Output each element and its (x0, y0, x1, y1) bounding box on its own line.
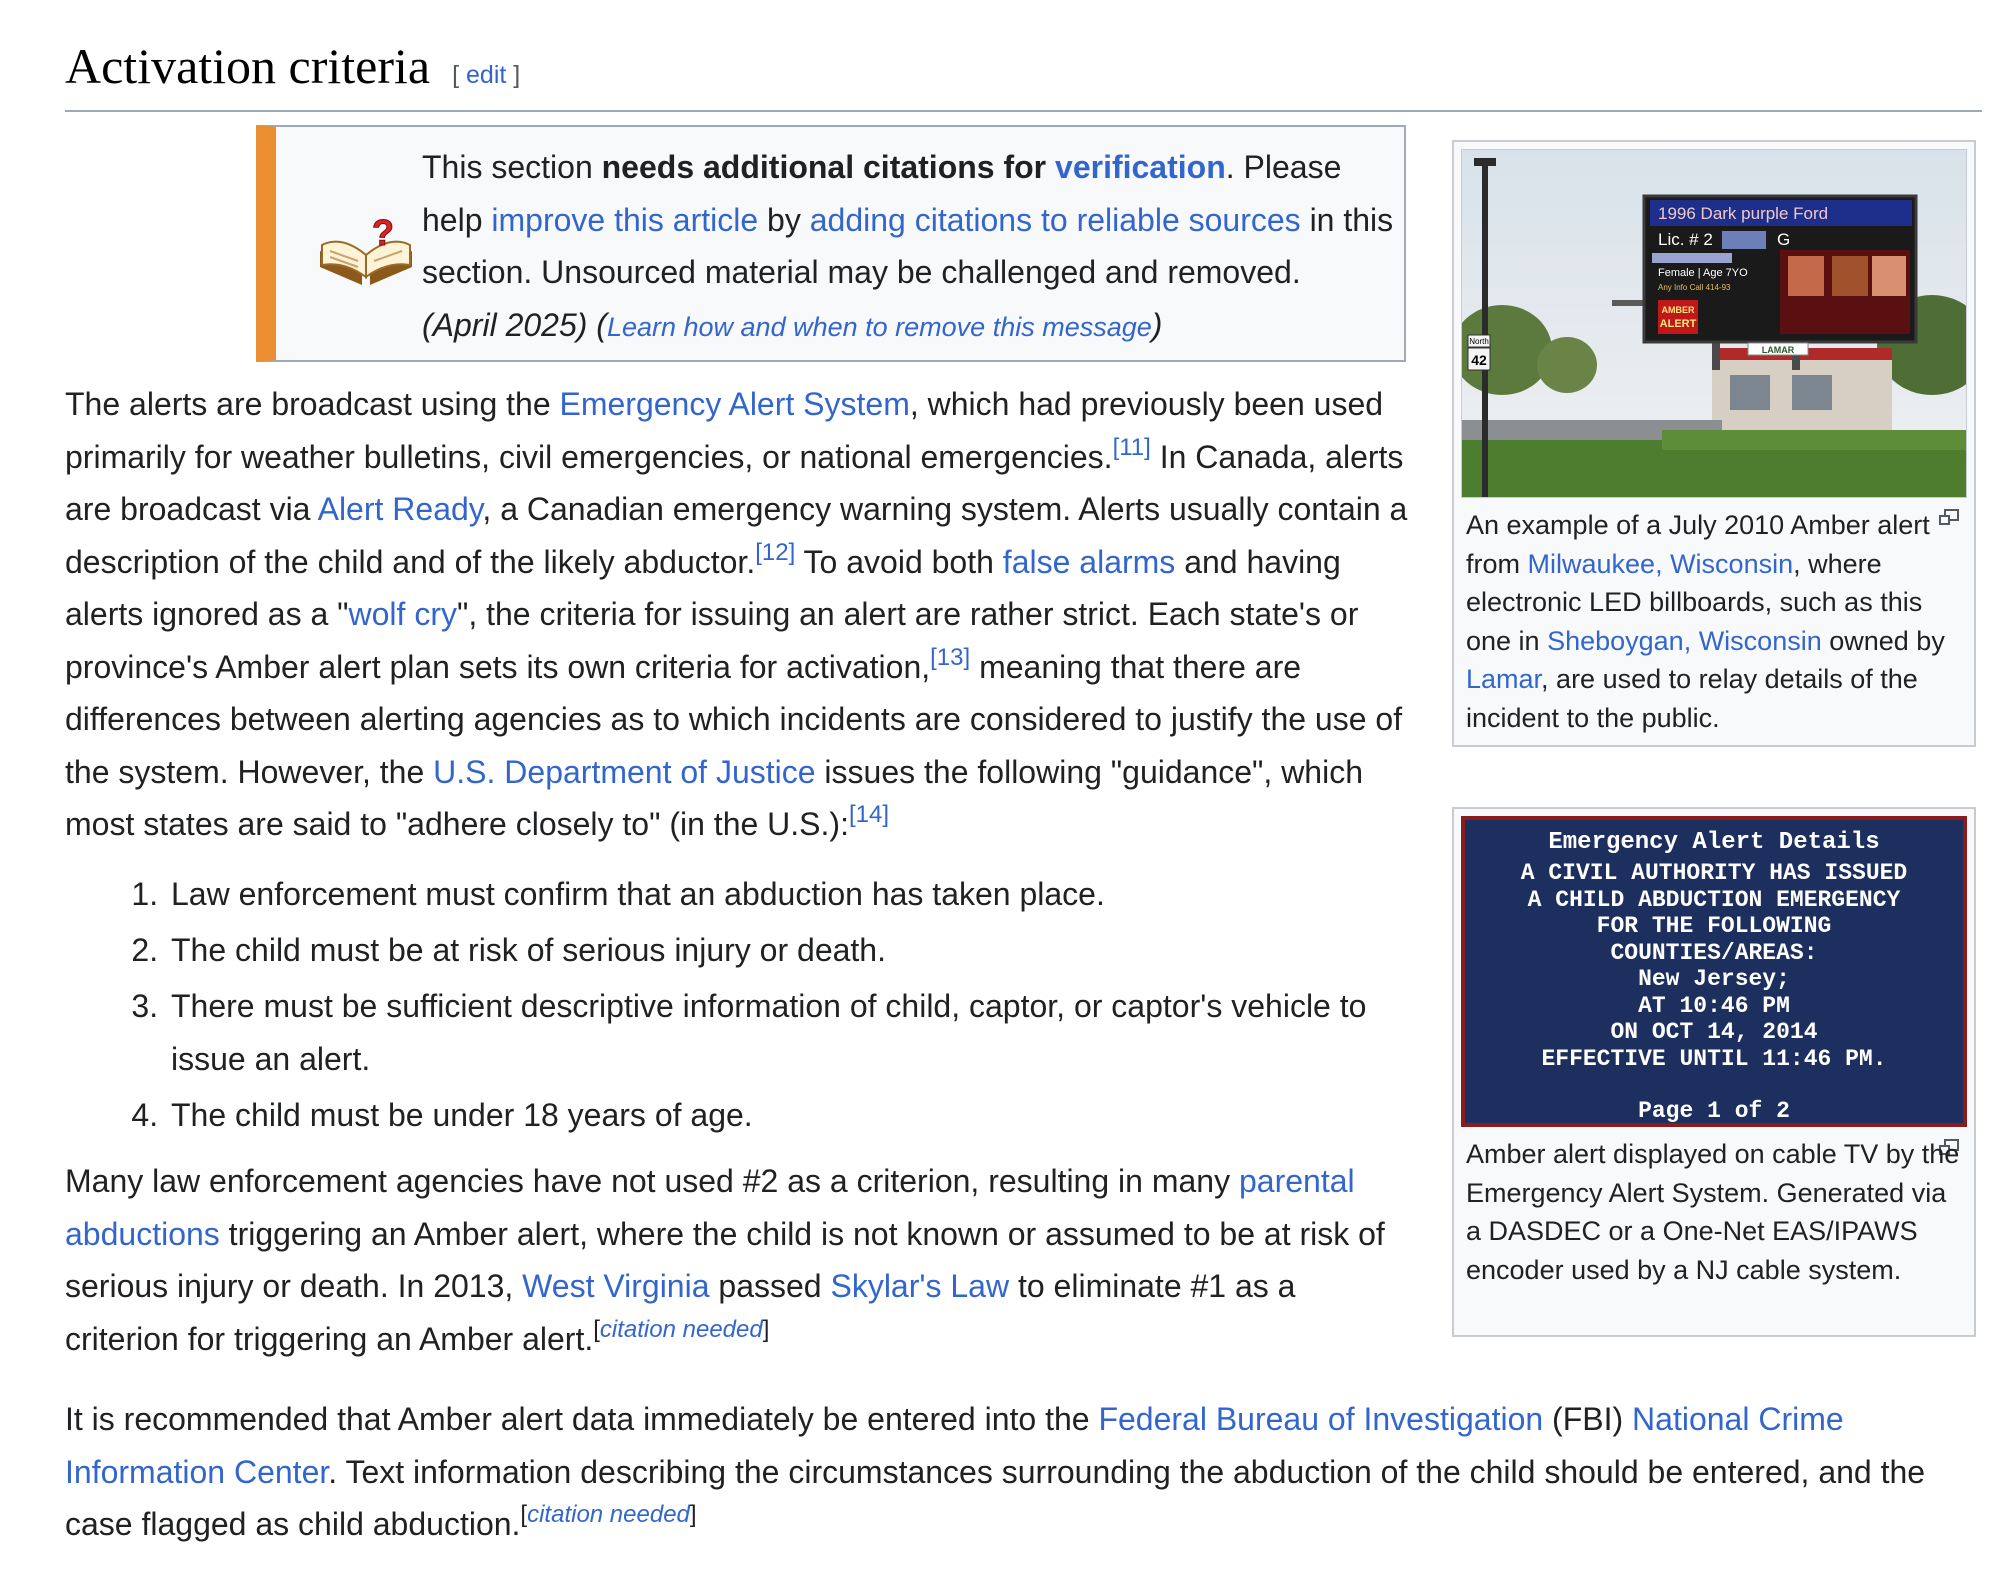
edit-section: [ edit ] (452, 61, 521, 89)
ref-11[interactable]: [11] (1112, 433, 1151, 461)
billboard-alert: ALERT (1659, 318, 1697, 330)
billboard-image[interactable] (1461, 149, 1967, 498)
billboard-line2: Lic. # 2 (1658, 230, 1713, 249)
list-item: 3. There must be sufficient descriptive information of child, captor, or captor's vehicle to issue an alert. (167, 980, 1405, 1085)
notice-date: (April 2025) (422, 306, 588, 343)
sheboygan-link[interactable]: Sheboygan, Wisconsin (1547, 625, 1822, 656)
paragraph-fbi: It is recommended that Amber alert data immediately be entered into the Federal Bureau of Investigation (FBI) National Crime Information Center. Text information describing the circumstances surrounding the abduction of the child should be entered, and the case flagged as child abduction.[citation needed] (65, 1401, 1926, 1542)
eas-line: A CHILD ABDUCTION EMERGENCY (1527, 886, 1901, 913)
sign-number: 42 (1471, 352, 1487, 368)
billboard-line1: 1996 Dark purple Ford (1658, 204, 1829, 223)
section-heading (65, 36, 1982, 112)
citation-needed-link[interactable]: citation needed (527, 1500, 690, 1528)
ref-12[interactable]: [12] (755, 538, 796, 566)
citation-needed-link[interactable]: citation needed (599, 1315, 763, 1343)
emergency-alert-system-link[interactable]: Emergency Alert System (559, 386, 910, 422)
billboard-line2b: G (1777, 230, 1791, 249)
billboard-brand: LAMAR (1761, 345, 1795, 355)
section-title: Activation criteria (65, 38, 431, 94)
notice-text: This section needs additional citations for verification. Please help improve this article by adding citations to reliable sources in this section. Unsourced material may be challenged and removed. (April 2025) (Learn how and when to remove this message) (422, 149, 1394, 343)
book-question-icon (314, 205, 418, 291)
billboard-amber: AMBER (1661, 305, 1695, 315)
eas-line: FOR THE FOLLOWING (1596, 913, 1832, 939)
parental-abductions-link[interactable]: parental abductions (65, 1163, 1355, 1252)
milwaukee-link[interactable]: Milwaukee, Wisconsin (1527, 548, 1794, 579)
eas-line: AT 10:46 PM (1638, 992, 1790, 1019)
ref-14[interactable]: [14] (848, 800, 889, 828)
list-item: 2. The child must be at risk of serious injury or death. (167, 924, 1405, 977)
eas-image[interactable] (1461, 816, 1967, 1127)
criteria-list (65, 868, 1405, 1145)
citation-notice (256, 125, 1406, 362)
verification-link[interactable]: verification (1055, 149, 1226, 185)
sign-top-text: North (1469, 337, 1489, 346)
lamar-link[interactable]: Lamar (1466, 664, 1542, 694)
eas-line: A CIVIL AUTHORITY HAS ISSUED (1520, 860, 1908, 886)
west-virginia-link[interactable]: West Virginia (522, 1268, 710, 1304)
ref-13[interactable]: [13] (930, 643, 971, 671)
billboard-line4: Any Info Call 414-93 (1658, 283, 1731, 292)
billboard-caption: An example of a July 2010 Amber alert from Milwaukee, Wisconsin, where electronic LED billboards, such as this one in Sheboygan, Wisconsin owned by Lamar, are used to relay details of the incident to the public. (1466, 510, 1945, 733)
wolf-cry-link[interactable]: wolf cry (348, 596, 457, 632)
skylars-law-link[interactable]: Skylar's Law (830, 1268, 1010, 1304)
paragraph-broadcast: The alerts are broadcast using the Emergency Alert System, which had previously been used primarily for weather bulletins, civil emergencies, or national emergencies.[11] In Canada, alerts are broadcast via Alert Ready, a Canadian emergency warning system. Alerts usually contain a description of the child and of the likely abductor.[12] To avoid both false alarms and having alerts ignored as a "wolf cry", the criteria for issuing an alert are rather strict. Each state's or province's Amber alert plan sets its own criteria for activation,[13] meaning that there are differences between alerting agencies as to which incidents are considered to justify the use of the system. However, the U.S. Department of Justice issues the following "guidance", which most states are said to "adhere closely to" (in the U.S.):[14] (65, 386, 1408, 842)
citation-needed: [citation needed] (593, 1315, 770, 1343)
billboard-photo (1462, 150, 1967, 498)
ncic-link[interactable]: National Crime Information Center (65, 1401, 1844, 1490)
eas-page: Page 1 of 2 (1638, 1098, 1790, 1124)
list-item: 4. The child must be under 18 years of age. (167, 1089, 1405, 1142)
adding-citations-link[interactable]: adding citations to reliable sources (809, 201, 1301, 238)
alert-ready-link[interactable]: Alert Ready (317, 491, 483, 527)
doj-link[interactable]: U.S. Department of Justice (433, 753, 816, 790)
thumbnail-eas (1452, 807, 1976, 1337)
svg-text:?: ? (372, 212, 394, 253)
paragraph-parental: Many law enforcement agencies have not used #2 as a criterion, resulting in many parental abductions triggering an Amber alert, where the child is not known or assumed to be at risk of serious injury or death. In 2013, West Virginia passed Skylar's Law to eliminate #1 as a criterion for triggering an Amber alert.[citation needed] (65, 1163, 1385, 1357)
eas-line: New Jersey; (1638, 966, 1790, 992)
eas-line: EFFECTIVE UNTIL 11:46 PM. (1541, 1045, 1887, 1072)
learn-remove-link[interactable]: Learn how and when to remove this message (606, 311, 1152, 342)
eas-line: ON OCT 14, 2014 (1610, 1019, 1818, 1045)
improve-article-link[interactable]: improve this article (491, 201, 759, 238)
eas-line: COUNTIES/AREAS: (1610, 939, 1818, 966)
thumbnail-billboard (1452, 140, 1976, 747)
eas-screen (1461, 816, 1967, 1127)
list-item: 1. Law enforcement must confirm that an abduction has taken place. (167, 868, 1405, 921)
billboard-line3: Female | Age 7YO (1658, 267, 1748, 279)
citation-needed: [citation needed] (520, 1500, 697, 1528)
eas-caption: Amber alert displayed on cable TV by the Emergency Alert System. Generated via a DASDEC or a One-Net EAS/IPAWS encoder used by a NJ cable system. (1466, 1139, 1960, 1285)
eas-title: Emergency Alert Details (1548, 829, 1880, 856)
fbi-link[interactable]: Federal Bureau of Investigation (1098, 1401, 1544, 1437)
edit-link[interactable]: edit (466, 61, 507, 89)
false-alarms-link[interactable]: false alarms (1002, 543, 1176, 580)
